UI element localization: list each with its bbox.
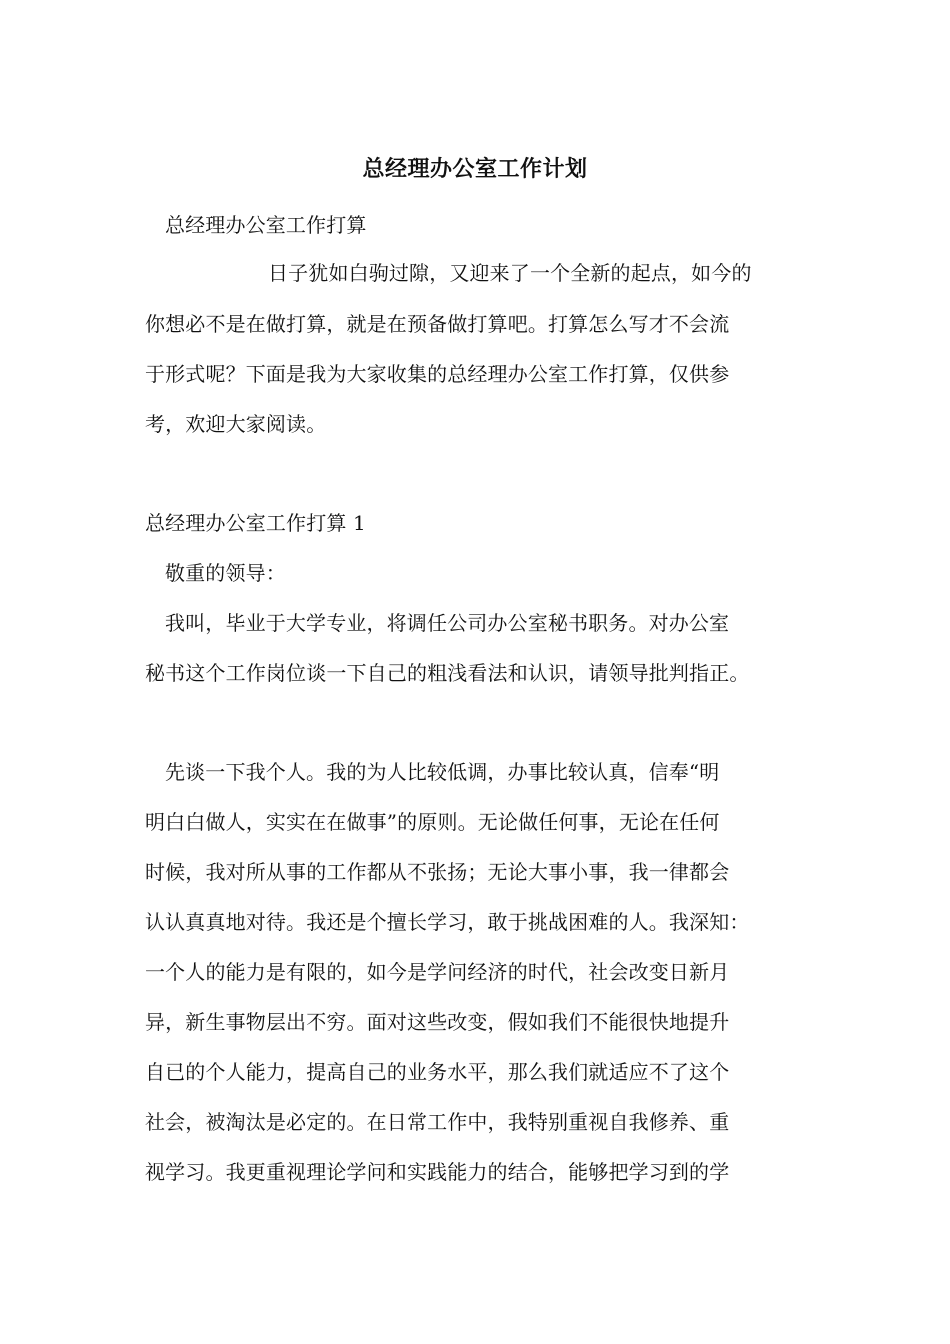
paragraph-line: 自已的个人能力，提高自己的业务水平，那么我们就适应不了这个 bbox=[145, 1060, 730, 1084]
paragraph-line: 先谈一下我个人。我的为人比较低调，办事比较认真，信奉“明 bbox=[165, 760, 720, 784]
document-subtitle: 总经理办公室工作打算 bbox=[165, 213, 367, 237]
paragraph-line: 时候，我对所从事的工作都从不张扬；无论大事小事，我一律都会 bbox=[145, 860, 730, 884]
intro-line: 日子犹如白驹过隙，又迎来了一个全新的起点，如今的 bbox=[268, 261, 752, 285]
paragraph-line: 明白白做人，实实在在做事”的原则。无论做任何事，无论在任何 bbox=[145, 810, 720, 834]
intro-line: 你想必不是在做打算，就是在预备做打算吧。打算怎么写才不会流 bbox=[145, 312, 730, 336]
paragraph-line: 一个人的能力是有限的，如今是学问经济的时代，社会改变日新月 bbox=[145, 960, 730, 984]
paragraph-line: 异，新生事物层出不穷。面对这些改变，假如我们不能很快地提升 bbox=[145, 1010, 730, 1034]
intro-line: 考，欢迎大家阅读。 bbox=[145, 412, 327, 436]
paragraph-line: 认认真真地对待。我还是个擅长学习，敢于挑战困难的人。我深知： bbox=[145, 910, 750, 934]
paragraph-line: 社会，被淘汰是必定的。在日常工作中，我特别重视自我修养、重 bbox=[145, 1110, 730, 1134]
paragraph-line: 我叫，毕业于大学专业，将调任公司办公室秘书职务。对办公室 bbox=[165, 611, 730, 635]
paragraph-line: 秘书这个工作岗位谈一下自己的粗浅看法和认识，请领导批判指正。 bbox=[145, 661, 750, 685]
intro-line: 于形式呢？下面是我为大家收集的总经理办公室工作打算，仅供参 bbox=[145, 362, 730, 386]
paragraph-line: 视学习。我更重视理论学问和实践能力的结合，能够把学习到的学 bbox=[145, 1160, 730, 1184]
section-heading: 总经理办公室工作打算 1 bbox=[145, 511, 366, 535]
salutation: 敬重的领导： bbox=[165, 561, 286, 585]
document-title: 总经理办公室工作计划 bbox=[362, 157, 588, 182]
